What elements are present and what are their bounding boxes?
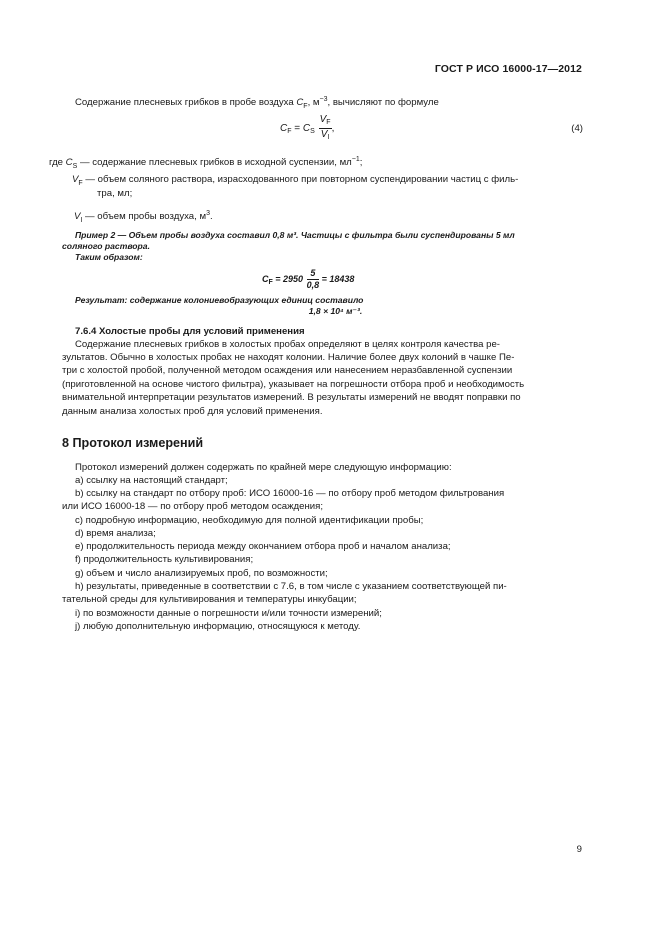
example-2-line1: Пример 2 — Объем пробы воздуха составил 0,8 м³. Частицы с фильтра были суспендированы 5 мл xyxy=(75,230,515,240)
example-fraction: $\frac{5}{0,8}$ xyxy=(306,268,320,290)
section-7-6-4-line2: зультатов. Обычно в холостых пробах не находят колонии. Наличие более двух колоний в чашке Пе- xyxy=(62,352,515,363)
definition-cs: где $C_S$ — содержание плесневых грибков в исходной суспензии, $мл^{-1}$; xyxy=(49,156,363,171)
definition-vi: $V_I$ — объем пробы воздуха, $м^3$. xyxy=(74,210,213,225)
definition-vf: $V_F$ — объем соляного раствора, израсходованного при повторном суспендировании частиц с филь- xyxy=(72,174,519,187)
list-item-b: b) ссылку на стандарт по отбору проб: ИСО 16000-16 — по отбору проб методом фильтрования xyxy=(75,488,505,499)
list-item-b-cont: или ИСО 16000-18 — по отбору проб методом осаждения; xyxy=(62,501,324,512)
section-8-title: 8 Протокол измерений xyxy=(62,436,204,450)
list-item-h-cont: тательной среды для культивирования и температуры инкубации; xyxy=(62,594,357,605)
list-item-f: f) продолжительность культивирования; xyxy=(75,554,254,565)
definition-vf-cont: тра, мл; xyxy=(97,188,133,199)
section-7-6-4-line5: внимательной интерпретации результатов измерений. В результаты измерений не вводят поправки по xyxy=(62,392,521,403)
example-2-line3: Таким образом: xyxy=(75,252,143,262)
formula-4: $C_F = C_S$ $\frac{V_F}{V_I}$ , xyxy=(280,114,335,141)
example-calculation: $C_F = 2950$ $\frac{5}{0,8}$ = 18438 xyxy=(262,268,355,290)
equation-number: (4) xyxy=(571,123,583,134)
section-7-6-4-line4: (приготовленной на основе чистого фильтра), указывает на погрешности отбора проб и необходимость xyxy=(62,379,525,390)
document-header: ГОСТ Р ИСО 16000-17—2012 xyxy=(434,63,582,75)
example-result-line2: 1,8 × 10⁴ м⁻³. xyxy=(308,306,363,316)
list-item-i: i) по возможности данные о погрешности и/или точности измерений; xyxy=(75,608,382,619)
formula-fraction: $\frac{V_F}{V_I}$ xyxy=(319,114,331,141)
example-2-line2: соляного раствора. xyxy=(62,241,150,251)
section-7-6-4-line1: Содержание плесневых грибков в холостых пробах определяют в целях контроля качества ре- xyxy=(75,339,500,350)
formula-intro: Содержание плесневых грибков в пробе воздуха $C_F$, $м^{-3}$, вычисляют по формуле xyxy=(75,96,439,111)
list-item-d: d) время анализа; xyxy=(75,528,156,539)
section-7-6-4-title: 7.6.4 Холостые пробы для условий применения xyxy=(75,326,305,337)
list-item-h: h) результаты, приведенные в соответствии с 7.6, в том числе с указанием соответствующей пи- xyxy=(75,581,507,592)
list-item-j: j) любую дополнительную информацию, относящуюся к методу. xyxy=(75,621,361,632)
list-item-g: g) объем и число анализируемых проб, по возможности; xyxy=(75,568,328,579)
section-7-6-4-line6: данным анализа холостых проб для условий применения. xyxy=(62,406,323,417)
list-item-a: a) ссылку на настоящий стандарт; xyxy=(75,475,228,486)
page-number: 9 xyxy=(576,844,582,855)
section-8-intro: Протокол измерений должен содержать по крайней мере следующую информацию: xyxy=(75,462,452,473)
section-7-6-4-line3: три с холостой пробой, полученной методом осаждения или нанесением неразбавленной суспензии xyxy=(62,365,513,376)
list-item-e: e) продолжительность периода между окончанием отбора проб и началом анализа; xyxy=(75,541,451,552)
list-item-c: c) подробную информацию, необходимую для полной идентификации пробы; xyxy=(75,515,424,526)
example-result-line1: Результат: содержание колониевобразующих единиц составило xyxy=(75,295,364,305)
